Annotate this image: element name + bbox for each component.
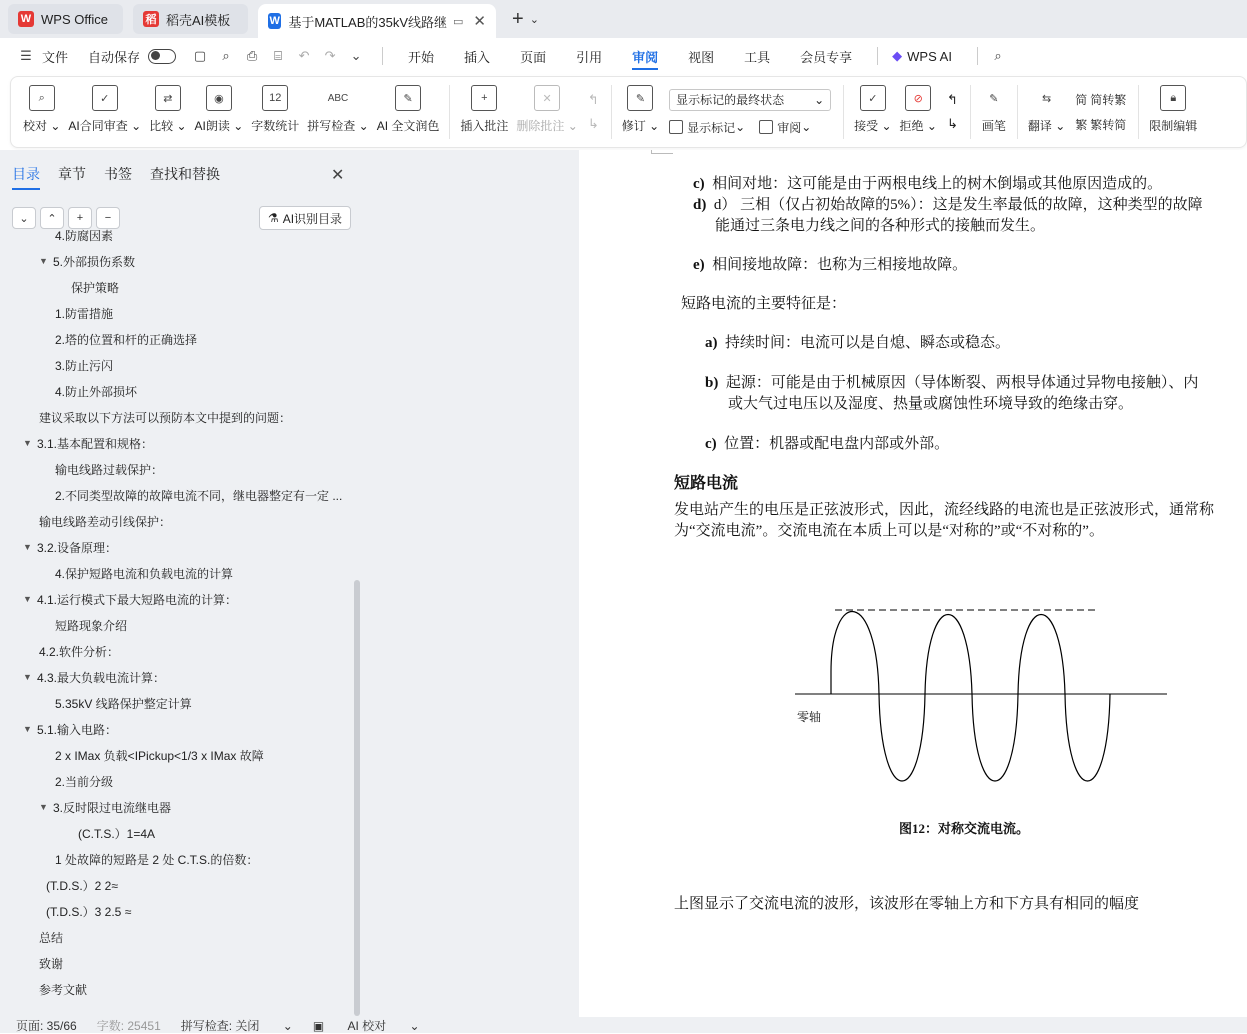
docer-logo-icon: 稻 [143,11,159,27]
outline-item-label: 4.防止外部损坏 [55,384,138,399]
zero-axis-label: 零轴 [797,710,822,724]
menu-tab-insert[interactable]: 插入 [464,49,491,65]
navigation-pane [0,150,363,1017]
outline-item[interactable] [55,300,113,326]
spell-check-label: 拼写检查 ⌄ [307,119,369,133]
outline-item[interactable] [46,872,118,898]
nav-tab-toc[interactable]: 目录 [12,164,40,186]
chevron-down-icon: ⌄ [814,92,825,107]
outline-item-label: 4.防腐因素 [55,228,114,243]
next-comment-icon[interactable]: ↳ [587,116,599,131]
nav-tab-find-replace[interactable]: 查找和替换 [150,166,220,182]
autosave-toggle[interactable] [148,49,176,64]
translate-label: 翻译 ⌄ [1027,119,1066,133]
margin-marker [651,150,673,154]
divider [611,85,612,139]
outline-item-label: 3.1.基本配置和规格： [37,436,154,451]
spell-check-status[interactable]: 拼写检查: 关闭 ⌄ [180,1018,293,1033]
insert-comment-icon: + [471,85,497,111]
outline-item[interactable] [55,326,197,352]
word-count-button[interactable] [251,77,299,147]
outline-item-label: 3.防止污闪 [55,358,114,373]
word-count-label: 字数统计 [251,119,300,133]
review-ribbon [10,76,1247,148]
outline-item-label: 2.不同类型故障的故障电流不同，继电器整定有一定 ... [55,488,343,503]
ai-read-button[interactable] [195,77,244,147]
review-pane-icon [759,120,773,134]
list-item-continuation: 或大气过电压以及湿度、热量或腐蚀性环境导致的绝缘击穿。 [728,396,1134,412]
trad-to-simp-icon: 繁 [1075,118,1088,132]
outline-item-label: (C.T.S.）1=4A [78,826,156,841]
outline-list [0,228,352,1017]
chevron-down-icon[interactable]: ⌄ [529,13,539,26]
list-item: c) 相间对地：这可能是由于两根电线上的树木倒塌或其他原因造成的。 [693,176,1163,192]
outline-item[interactable] [78,820,155,846]
outline-item-label: 致谢 [39,956,64,971]
track-changes-label: 修订 ⌄ [621,119,660,133]
outline-item[interactable] [71,274,119,300]
outline-item[interactable] [55,768,113,794]
outline-item-label: 5.35kV 线路保护整定计算 [55,696,192,711]
compare-label: 比较 ⌄ [149,119,187,133]
outline-item-label: 输电线路过载保护： [55,462,164,477]
paragraph: 上图显示了交流电流的波形，该波形在零轴上方和下方具有相同的幅度 [674,896,1140,912]
outline-item-label: 1.防雷措施 [55,306,114,321]
caret-down-icon[interactable]: ▼ [23,672,32,682]
delete-comment-icon: ✕ [534,85,560,111]
hamburger-icon[interactable]: ☰ [20,48,32,63]
outline-item[interactable] [55,222,113,248]
ai-read-icon: ◉ [206,85,232,111]
outline-item-label: 5.外部损伤系数 [53,254,136,269]
list-item: c) 位置：机器或配电盘内部或外部。 [705,436,950,452]
delete-comment-button[interactable] [516,77,577,147]
restrict-editing-icon: 🔒︎ [1160,85,1186,111]
outline-item-label: (T.D.S.）3 2.5 ≈ [46,904,132,919]
outline-item-label: (T.D.S.）2 2≈ [46,878,118,893]
status-bar [0,1017,1247,1033]
outline-item-label: 2.当前分级 [55,774,114,789]
divider [1138,85,1139,139]
outline-item[interactable] [39,404,291,430]
outline-item[interactable] [55,690,192,716]
tab-docer-templates[interactable] [133,4,248,34]
tab-wps-office[interactable] [8,4,123,34]
print-preview-icon[interactable]: ⌸ [274,48,282,63]
close-tab-icon[interactable]: ✕ [473,13,486,30]
ai-check-icon: ▣ [312,1018,328,1033]
proofread-button[interactable] [23,77,60,147]
redo-icon[interactable]: ↷ [324,48,336,63]
outline-item[interactable] [55,846,258,872]
markup-state-select[interactable] [669,89,831,111]
outline-item-label: 4.2.软件分析： [39,644,120,659]
pen-button[interactable] [981,77,1007,147]
monitor-icon: ▭ [453,15,464,28]
share-icon[interactable]: ⌕ [222,48,230,63]
ai-check-status[interactable]: ▣ AI 校对 ⌄ [312,1018,420,1033]
tab-bar [0,0,1247,38]
nav-tab-bookmarks[interactable]: 书签 [104,166,132,182]
divider [877,47,878,65]
autosave-label: 自动保存 [88,49,141,65]
outline-item[interactable] [23,534,117,560]
divider [382,47,383,65]
tab-label: 稻壳AI模板 [166,12,231,28]
trad-to-simp-button[interactable]: 繁 繁转简 [1075,118,1127,132]
outline-scrollbar[interactable] [354,580,360,1016]
review-pane-button[interactable]: 审阅 ⌄ [759,119,811,136]
menu-bar [0,38,1247,74]
ai-toc-label: AI识别目录 [282,211,343,226]
comment-nav [588,77,599,147]
proofread-label: 校对 ⌄ [23,119,61,133]
outline-item-label: 4.1.运行模式下最大短路电流的计算： [37,592,238,607]
outline-item[interactable] [39,248,135,274]
section-heading: 短路电流 [674,475,739,492]
outline-item[interactable] [39,950,63,976]
ai-polish-label: AI 全文润色 [376,119,440,133]
simp-to-trad-button[interactable]: 简 简转繁 [1075,93,1127,107]
ai-toc-icon: ⚗ [267,211,279,225]
undo-icon[interactable]: ↶ [298,48,310,63]
divider [970,85,971,139]
outline-item[interactable] [39,508,171,534]
outline-item[interactable] [23,430,153,456]
accept-button[interactable] [854,77,891,147]
outline-item-label: 建议采取以下方法可以预防本文中提到的问题： [39,410,292,425]
page-indicator[interactable]: 页面: 35/66 [16,1018,77,1033]
tab-label: 基于MATLAB的35kV线路继 [288,14,448,30]
figure-caption: 图12：对称交流电流。 [899,821,1030,836]
outline-item[interactable] [23,586,237,612]
outline-item[interactable] [55,482,342,508]
track-changes-icon: ✎ [627,85,653,111]
divider [843,85,844,139]
caret-down-icon[interactable]: ▼ [23,724,32,734]
list-item: e) 相间接地故障：也称为三相接地故障。 [693,257,968,273]
outline-item[interactable] [55,742,264,768]
file-menu[interactable]: 文件 [42,49,69,65]
divider [449,85,450,139]
proofread-icon: ⌕ [29,85,55,111]
menu-tab-references[interactable]: 引用 [576,49,603,65]
change-nav [947,77,958,147]
nav-tabs [12,164,238,186]
outline-item[interactable] [55,378,137,404]
outline-item-label: 输电线路差动引线保护： [39,514,172,529]
tab-document[interactable] [258,4,496,38]
insert-comment-label: 插入批注 [460,119,509,133]
translate-button[interactable] [1028,77,1065,147]
more-chevron-icon[interactable]: ⌄ [350,48,362,63]
outline-item-label: 参考文献 [39,982,88,997]
reject-icon: ⊘ [905,85,931,111]
menu-tab-review[interactable]: 审阅 [632,38,658,74]
show-markup-icon [669,120,683,134]
divider [977,47,978,65]
outline-item-label: 保护策略 [71,280,120,295]
markup-group [669,77,831,147]
pen-icon: ✎ [989,92,999,105]
outline-item-label: 1 处故障的短路是 2 处 C.T.S.的倍数： [55,852,259,867]
outline-item[interactable] [39,924,63,950]
ai-contract-icon: ✓ [92,85,118,111]
compare-icon: ⇄ [155,85,181,111]
list-item-continuation: 能通过三条电力线之间的各种形式的接触而发生。 [715,218,1046,234]
spell-check-button[interactable] [307,77,368,147]
simp-to-trad-icon: 简 [1075,93,1088,107]
menu-tab-member[interactable]: 会员专享 [800,49,853,65]
sine-waveform [831,612,1110,781]
ai-polish-icon: ✎ [395,85,421,111]
outline-item-label: 4.保护短路电流和负载电流的计算 [55,566,234,581]
menu-tab-tools[interactable]: 工具 [744,49,771,65]
outline-item-label: 5.1.输入电路： [37,722,118,737]
list-item: b) 起源：可能是由于机械原因（导体断裂、两根导体通过异物电接触）、内 [705,375,1199,391]
print-icon[interactable]: ⎙ [246,48,258,63]
translate-icon: ⇆ [1041,92,1052,105]
outline-item-label: 2.塔的位置和杆的正确选择 [55,332,198,347]
previous-comment-icon[interactable]: ↰ [587,92,599,107]
menu-tab-home[interactable]: 开始 [408,49,435,65]
ai-contract-label: AI合同审查 ⌄ [68,119,142,133]
outline-item[interactable] [55,456,163,482]
outline-item-label: 4.3.最大负载电流计算： [37,670,166,685]
track-changes-button[interactable] [622,77,659,147]
outline-item[interactable] [39,638,119,664]
caret-down-icon[interactable]: ▼ [23,594,32,604]
reject-label: 拒绝 ⌄ [899,119,937,133]
pen-label: 画笔 [981,119,1006,133]
outline-item-label: 总结 [39,930,64,945]
collapse-up-icon[interactable]: ⌃ [40,207,64,229]
save-icon[interactable]: ▢ [193,48,207,63]
accept-label: 接受 ⌄ [854,119,892,133]
search-icon[interactable]: ⌕ [994,48,1002,63]
accept-icon: ✓ [860,85,886,111]
show-markup-button[interactable]: 显示标记 ⌄ [669,119,745,136]
wps-ai-icon: ◆ [892,48,903,63]
tab-label: WPS Office [41,11,108,27]
wps-ai-button[interactable] [892,38,952,74]
outline-item[interactable] [46,898,131,924]
caret-down-icon[interactable]: ▼ [23,438,32,448]
outline-item-label: 3.2.设备原理： [37,540,118,555]
ai-toc-button[interactable] [259,206,351,230]
ai-polish-button[interactable] [377,77,440,147]
caret-down-icon[interactable]: ▼ [23,542,32,552]
remove-level-icon[interactable]: − [96,207,120,229]
caret-down-icon[interactable]: ▼ [39,256,48,266]
outline-item[interactable] [39,794,171,820]
previous-change-icon[interactable]: ↰ [946,92,958,107]
new-tab-icon[interactable]: + [512,7,524,30]
outline-item[interactable] [23,716,117,742]
restrict-editing-button[interactable] [1149,77,1197,147]
page-margin-area [363,150,579,1017]
delete-comment-label: 删除批注 ⌄ [516,119,578,133]
outline-item-label: 3.反时限过电流继电器 [53,800,172,815]
caret-down-icon[interactable]: ▼ [39,802,48,812]
spell-check-icon: ABC [327,92,349,104]
divider [1017,85,1018,139]
markup-state-value: 显示标记的最终状态 [676,93,785,107]
word-count-status[interactable]: 字数: 25451 [96,1018,161,1033]
outline-item-label: 短路现象介绍 [55,618,128,633]
wps-logo-icon: W [18,11,34,27]
next-change-icon[interactable]: ↳ [946,116,958,131]
restrict-editing-label: 限制编辑 [1149,119,1198,133]
nav-tab-sections[interactable]: 章节 [58,166,86,182]
writer-doc-icon: W [269,15,280,27]
ai-contract-button[interactable] [68,77,141,147]
menu-tab-view[interactable]: 视图 [688,49,715,65]
outline-item-label: 2 x IMax 负载<IPickup<1/3 x IMax 故障 [55,748,264,763]
wps-ai-label: WPS AI [907,48,952,64]
insert-comment-button[interactable] [460,77,508,147]
document-page[interactable] [579,150,1247,1017]
ai-read-label: AI朗读 ⌄ [194,119,244,133]
expand-down-icon[interactable]: ⌄ [12,207,36,229]
outline-item[interactable] [55,612,127,638]
paragraph: 为“交流电流”。交流电流在本质上可以是“对称的”或“不对称的”。 [674,523,1104,539]
close-icon[interactable]: ✕ [331,167,345,184]
add-level-icon[interactable]: + [68,207,92,229]
outline-item[interactable] [23,664,165,690]
compare-button[interactable] [149,77,186,147]
list-item: a) 持续时间：电流可以是自熄、瞬态或稳态。 [705,335,1011,351]
paragraph: 短路电流的主要特征是： [681,296,847,312]
sine-wave-figure [789,600,1174,780]
chinese-convert-group [1075,77,1126,147]
word-count-icon: 12 [262,85,288,111]
reject-button[interactable] [900,77,937,147]
outline-item[interactable] [39,976,87,1002]
list-item: d) d） 三相（仅占初始故障的5%）：这是发生率最低的故障，这种类型的故障 [693,197,1203,213]
outline-item[interactable] [55,352,113,378]
outline-item[interactable] [55,560,233,586]
menu-tab-page[interactable]: 页面 [520,49,547,65]
paragraph: 发电站产生的电压是正弦波形式，因此，流经线路的电流也是正弦波形式，通常称 [674,502,1215,518]
